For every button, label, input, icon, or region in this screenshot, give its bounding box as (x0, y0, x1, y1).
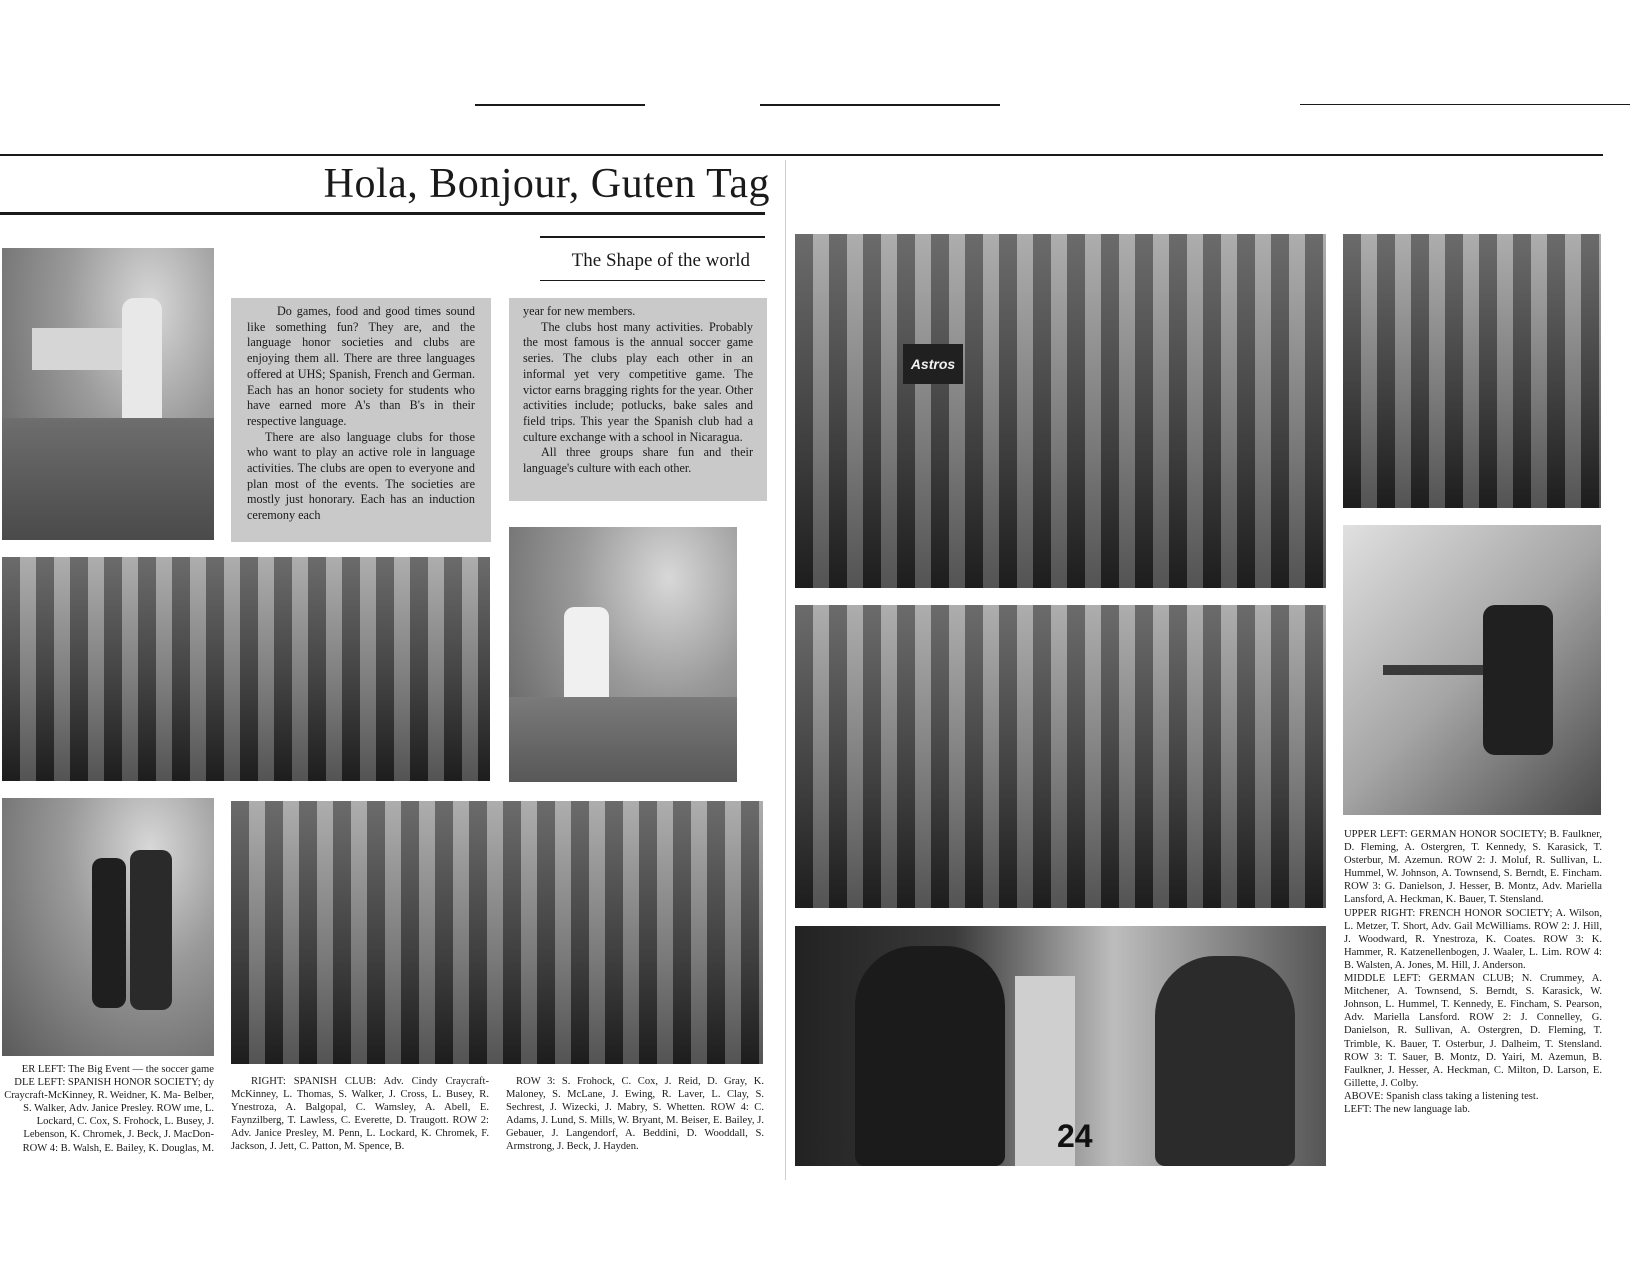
subtitle-rule-top (540, 236, 765, 238)
photo-grass (509, 697, 737, 782)
caption-text: RIGHT: SPANISH CLUB: Adv. Cindy Craycraft-McKinney, L. Thomas, S. Walker, J. Cross, L. Busey, R. Ynestroza, A. Balgopal, C. Wamsley, A. Abell, E. Faynzilberg, T. Lawless, C. Everette, D. Traugott. ROW 2: Adv. Janice Presley, M. Penn, L. Lockard, K. Chromek, F. Jackson, J. Jett, C. Patton, M. Spence, B. (231, 1076, 489, 1153)
caption-spanish-club-1 (231, 1075, 489, 1171)
photo-german-honor-society (795, 234, 1326, 588)
photo-student (130, 850, 172, 1010)
story-paragraph: Do games, food and good times sound like something fun? They are, and the language honor societies and clubs are enjoying them all. There are three languages offered at UHS; Spanish, French and German. Each has an honor society for students who have earned more A's than B's in their respective language. (247, 304, 475, 428)
astros-shirt: Astros (903, 344, 963, 384)
header-rule-left (0, 154, 785, 156)
photo-student-headphones (1155, 956, 1295, 1166)
caption-listening-test: ABOVE: Spanish class taking a listening test. (1344, 1090, 1539, 1102)
caption-language-lab: LEFT: The new language lab. (1344, 1103, 1471, 1115)
page-gutter (785, 160, 786, 1180)
caption-spanish-club-2 (506, 1075, 764, 1171)
photo-grass (2, 418, 214, 540)
page-subtitle: The Shape of the world (571, 250, 750, 271)
story-paragraph: There are also language clubs for those who want to play an active role in language activities. The clubs are open to everyone and plan most of the events. The societies are mostly just honorary. Each has an induction ceremony each (247, 429, 475, 523)
scan-rule-top-left (475, 104, 645, 106)
photo-language-lab (1343, 525, 1601, 815)
photo-desk (1383, 665, 1493, 675)
booth-number: 24 (1057, 1118, 1093, 1154)
header-rule-right (785, 154, 1603, 156)
header-rule-underline (0, 212, 765, 215)
photo-building (32, 328, 122, 370)
photo-student (92, 858, 126, 1008)
photo-french-honor-society (1343, 234, 1601, 508)
photo-student (1483, 605, 1553, 755)
photo-player (122, 298, 162, 438)
story-paragraph: The clubs host many activities. Probably the most famous is the annual soccer game series. The clubs play each other in an informal yet very competitive game. The victor earns bragging rights for the year. Other activities include; potlucks, bake sales and field trips. This year the Spanish club had a culture exchange with a school in Nicaragua. (523, 319, 753, 444)
caption-german-club: MIDDLE LEFT: GERMAN CLUB; N. Crummey, A. Mitchener, A. Townsend, S. Berndt, S. Karasick, W. Johnson, L. Hummel, T. Kennedy, E. Fincham, S. Pearson, Adv. Mariella Lansford. ROW 2: J. Connelley, G. Danielson, R. Sullivan, A. Ostergren, D. Fleming, T. Trimble, K. Bauer, T. Osterbur, J. Dalheim, T. Stensland. ROW 3: T. Sauer, B. Montz, D. Yairi, M. Azemun, B. Faulkner, J. Hesser, A. Heckman, C. Milton, D. Larson, E. Gillette, J. Colby. (1344, 973, 1602, 1089)
photo-spanish-honor-society (2, 557, 490, 781)
story-paragraph: year for new members. (523, 304, 636, 318)
photo-german-club (795, 605, 1326, 908)
photo-spanish-club (231, 801, 763, 1064)
caption-right-column (1344, 828, 1602, 1158)
caption-text: ER LEFT: The Big Event — the soccer game DLE LEFT: SPANISH HONOR SOCIETY; dy Craycraft-McKinney, R. Weidner, K. Ma- Belber, S. Walker, Adv. Janice Presley. ROW ıme, L. Lockard, C. Cox, S. Frohock, L. Busey, J. Lebenson, K. Chromek, J. Beck, J. MacDon- ROW 4: B. Walsh, E. Bailey, K. Douglas, M. (4, 1064, 214, 1154)
photo-student-headphones (855, 946, 1005, 1166)
story-box-2 (509, 298, 767, 501)
subtitle-rule-bottom (540, 280, 765, 281)
caption-french-honor-society: UPPER RIGHT: FRENCH HONOR SOCIETY; A. Wilson, L. Metzer, T. Short, Adv. Gail McWilliams. ROW 2: J. Hill, J. Woodward, R. Ynestroza, K. Coates. ROW 3: K. Hammer, R. Katzenellenbogen, J. Waaler, L. Lim. ROW 4: B. Walsten, A. Jones, M. Hill, J. Anderson. (1344, 907, 1602, 971)
photo-soccer-kick (2, 248, 214, 540)
caption-left-fragment (2, 1063, 214, 1185)
scan-rule-top-right (1300, 104, 1630, 105)
photo-listening-test (795, 926, 1326, 1166)
scan-rule-top-mid (760, 104, 1000, 106)
caption-text: ROW 3: S. Frohock, C. Cox, J. Reid, D. Gray, K. Maloney, S. McLane, J. Ewing, R. Laver, L. Clay, S. Sechrest, J. Wizecki, J. Mabry, S. Whetten. ROW 4: C. Adams, J. Lund, S. Mills, W. Bryant, M. Beiser, E. Bailey, J. Gebauer, J. Langendorf, A. Beddini, D. Wooddall, S. Armstrong, J. Beck, J. Hayden. (506, 1076, 764, 1153)
photo-two-students (2, 798, 214, 1056)
photo-soccer-game (509, 527, 737, 782)
story-box-1 (231, 298, 491, 542)
caption-german-honor-society: UPPER LEFT: GERMAN HONOR SOCIETY; B. Faulkner, D. Fleming, A. Ostergren, T. Kennedy, S. Karasick, T. Osterbur, M. Azemun. ROW 2: J. Moluf, R. Sullivan, L. Hummel, W. Johnson, A. Townsend, S. Berndt, E. Fincham. ROW 3: G. Danielson, J. Hesser, B. Montz, Adv. Mariella Lansford, A. Heckman, K. Bauer, T. Stensland. (1344, 829, 1602, 906)
story-paragraph: All three groups share fun and their language's culture with each other. (523, 445, 753, 476)
page-title: Hola, Bonjour, Guten Tag (323, 161, 770, 207)
